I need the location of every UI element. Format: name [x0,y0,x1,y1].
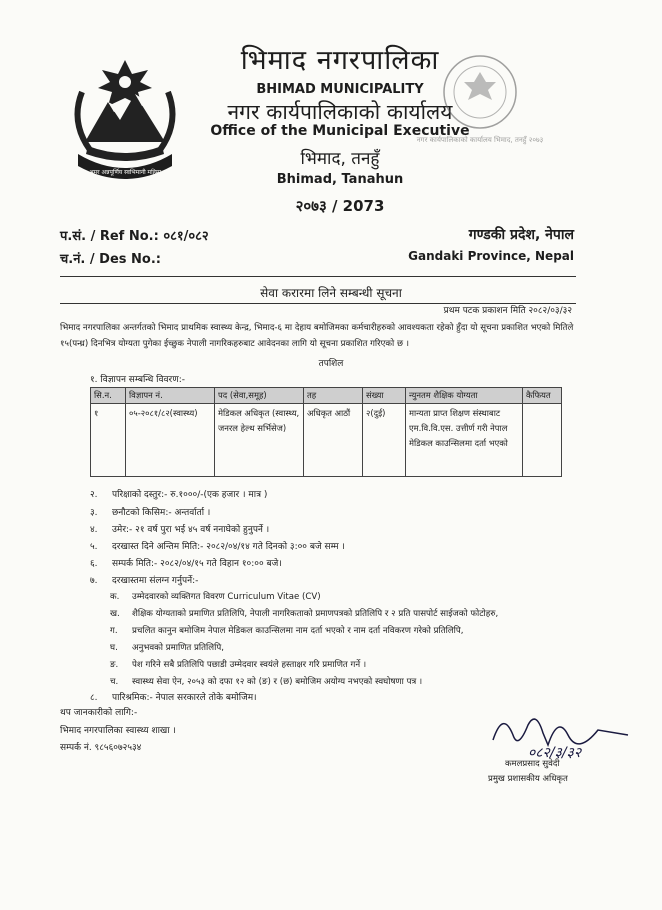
list-item: २. परिक्षाको दस्तुर:- रु.१०००/-(एक हजार । मात्र ) [90,490,268,500]
sub-list-item: ख. शैक्षिक योग्यताको प्रमाणित प्रतिलिपि, नेपाली नागरिकताको प्रमाणपत्रको प्रतिलिपि र २ प्रति पासपोर्ट साईजको फोटोहरु, [110,609,499,619]
province-np: गण्डकी प्रदेश, नेपाल [468,227,574,243]
list-item: ६. सम्पर्क मिति:- २०८२/०४/१५ गते विहान १०:०० बजे। [90,559,282,569]
advertisement-table [90,387,562,477]
list-item: ३. छनौटको किसिम:- अन्तर्वार्ता । [90,508,211,518]
signature [488,705,638,765]
list-item: ७. दरखास्तमा संलग्न गर्नुपर्ने:- [90,576,199,586]
municipality-logo [60,42,190,192]
signature-date: ०८२/३/३२ [528,745,582,761]
cell-remarks [523,404,562,477]
list-item: ८. पारिश्रमिक:- नेपाल सरकारले तोके बमोजिम। [90,693,257,703]
cell-level: अधिकृत आठौं [304,404,363,477]
cell-count: २(दुई) [363,404,406,477]
seal-text: नगर कार्यपालिकाको कार्यालय भिमाद, तनहुँ २०७३ [416,136,544,144]
municipality-name-en: BHIMAD MUNICIPALITY [256,82,424,97]
contact-phone: सम्पर्क नं. ९८५६०७२५३४ [60,743,142,753]
place-np: भिमाद, तनहुँ [300,149,380,169]
col-sn: सि.न. [91,388,126,404]
municipality-name-np: भिमाद नगरपालिका [240,45,440,76]
table-header-row [91,388,562,404]
col-post: पद (सेवा,समूह) [215,388,304,404]
place-en: Bhimad, Tanahun [276,172,404,187]
dispatch-number: च.नं. / Des No.: [60,252,161,267]
signatory-title: प्रमुख प्रशासकीय अधिकृत [488,774,568,784]
cell-qualification: मान्यता प्राप्त शिक्षण संस्थाबाट एम.वि.वि.एस. उत्तीर्ण गरी नेपाल मेडिकल काउन्सिलमा दर्ता भएको [406,404,523,477]
col-qualification: न्युनतम शैक्षिक योग्यता [406,388,523,404]
col-ad-no: विज्ञापन नं. [126,388,215,404]
list-item: ४. उमेर:- २१ वर्ष पुरा भई ४५ वर्ष ननाघेको हुनुपर्ने । [90,525,270,535]
office-name-np: नगर कार्यपालिकाको कार्यालय [227,100,453,124]
sub-list-item: ङ. पेश गरिने सबै प्रतिलिपि पछाडी उम्मेदवार स्वयंले हस्ताक्षर गरि प्रमाणित गर्ने । [110,660,367,670]
divider [60,276,576,277]
cell-post: मेडिकल अधिकृत (स्वास्थ्य, जनरल हेल्थ सर्भिसेज) [215,404,304,477]
table-row [91,404,562,477]
details-heading: तपशिल [318,359,344,369]
sub-list-item: ग. प्रचलित कानुन बमोजिम नेपाल मेडिकल काउन्सिलमा नाम दर्ता भएको र नाम दर्ता नविकरण गरेको प्रतिलिपि, [110,626,464,636]
section-1-heading: १. विज्ञापन सम्बन्धि विवरण:- [90,375,185,385]
publication-date: प्रथम पटक प्रकाशन मिति २०८२/०३/३२ [443,306,572,316]
sub-list-item: घ. अनुभवको प्रमाणित प्रतिलिपि, [110,643,224,653]
contact-heading: थप जानकारीको लागि:- [60,708,138,718]
official-seal [416,52,544,162]
year: २०७३ / 2073 [295,197,385,215]
cell-sn: १ [91,404,126,477]
col-count: संख्या [363,388,406,404]
sub-list-item: क. उम्मेदवारको व्यक्तिगत विवरण Curriculum Vitae (CV) [110,592,321,602]
list-item: ५. दरखास्त दिने अन्तिम मिति:- २०८२/०४/१४ गते दिनको ३:०० बजे सम्म । [90,542,345,552]
office-name-en: Office of the Municipal Executive [210,123,470,139]
contact-office: भिमाद नगरपालिका स्वास्थ्य शाखा । [60,726,176,736]
col-level: तह [304,388,363,404]
cell-ad-no: ०५-२०८१/८२(स्वास्थ्य) [126,404,215,477]
notice-title: सेवा करारमा लिने सम्बन्धी सूचना [260,286,402,300]
logo-motto: अमर अन्नपूर्णिय स्वभिमानी महिमा [88,169,162,176]
reference-number: प.सं. / Ref No.: ०८१/०८२ [60,229,209,244]
province-en: Gandaki Province, Nepal [408,249,574,263]
col-remarks: कैफियत [523,388,562,404]
signatory-name: कमलप्रसाद सुवेदी [505,759,560,769]
notice-intro: भिमाद नगरपालिका अन्तर्गतको भिमाद प्राथमिक स्वास्थ्य केन्द्र, भिमाद-६ मा देहाय बमोजिमका कर्मचारीहरुको आवश्यकता रहेको हुँदा यो सूचना प्रकाशित भएको मितिले १५(पन्ध्र) दिनभित्र योग्यता पुगेका ईच्छुक नेपाली नागरिकहरुबाट आवेदनका लागि यो सूचना प्रकाशित गरिएको छ । [60,323,574,349]
sub-list-item: च. स्वास्थ्य सेवा ऐन, २०५३ को दफा १२ को (ङ) र (छ) बमोजिम अयोग्य नभएको स्वघोषणा पत्र । [110,677,423,687]
